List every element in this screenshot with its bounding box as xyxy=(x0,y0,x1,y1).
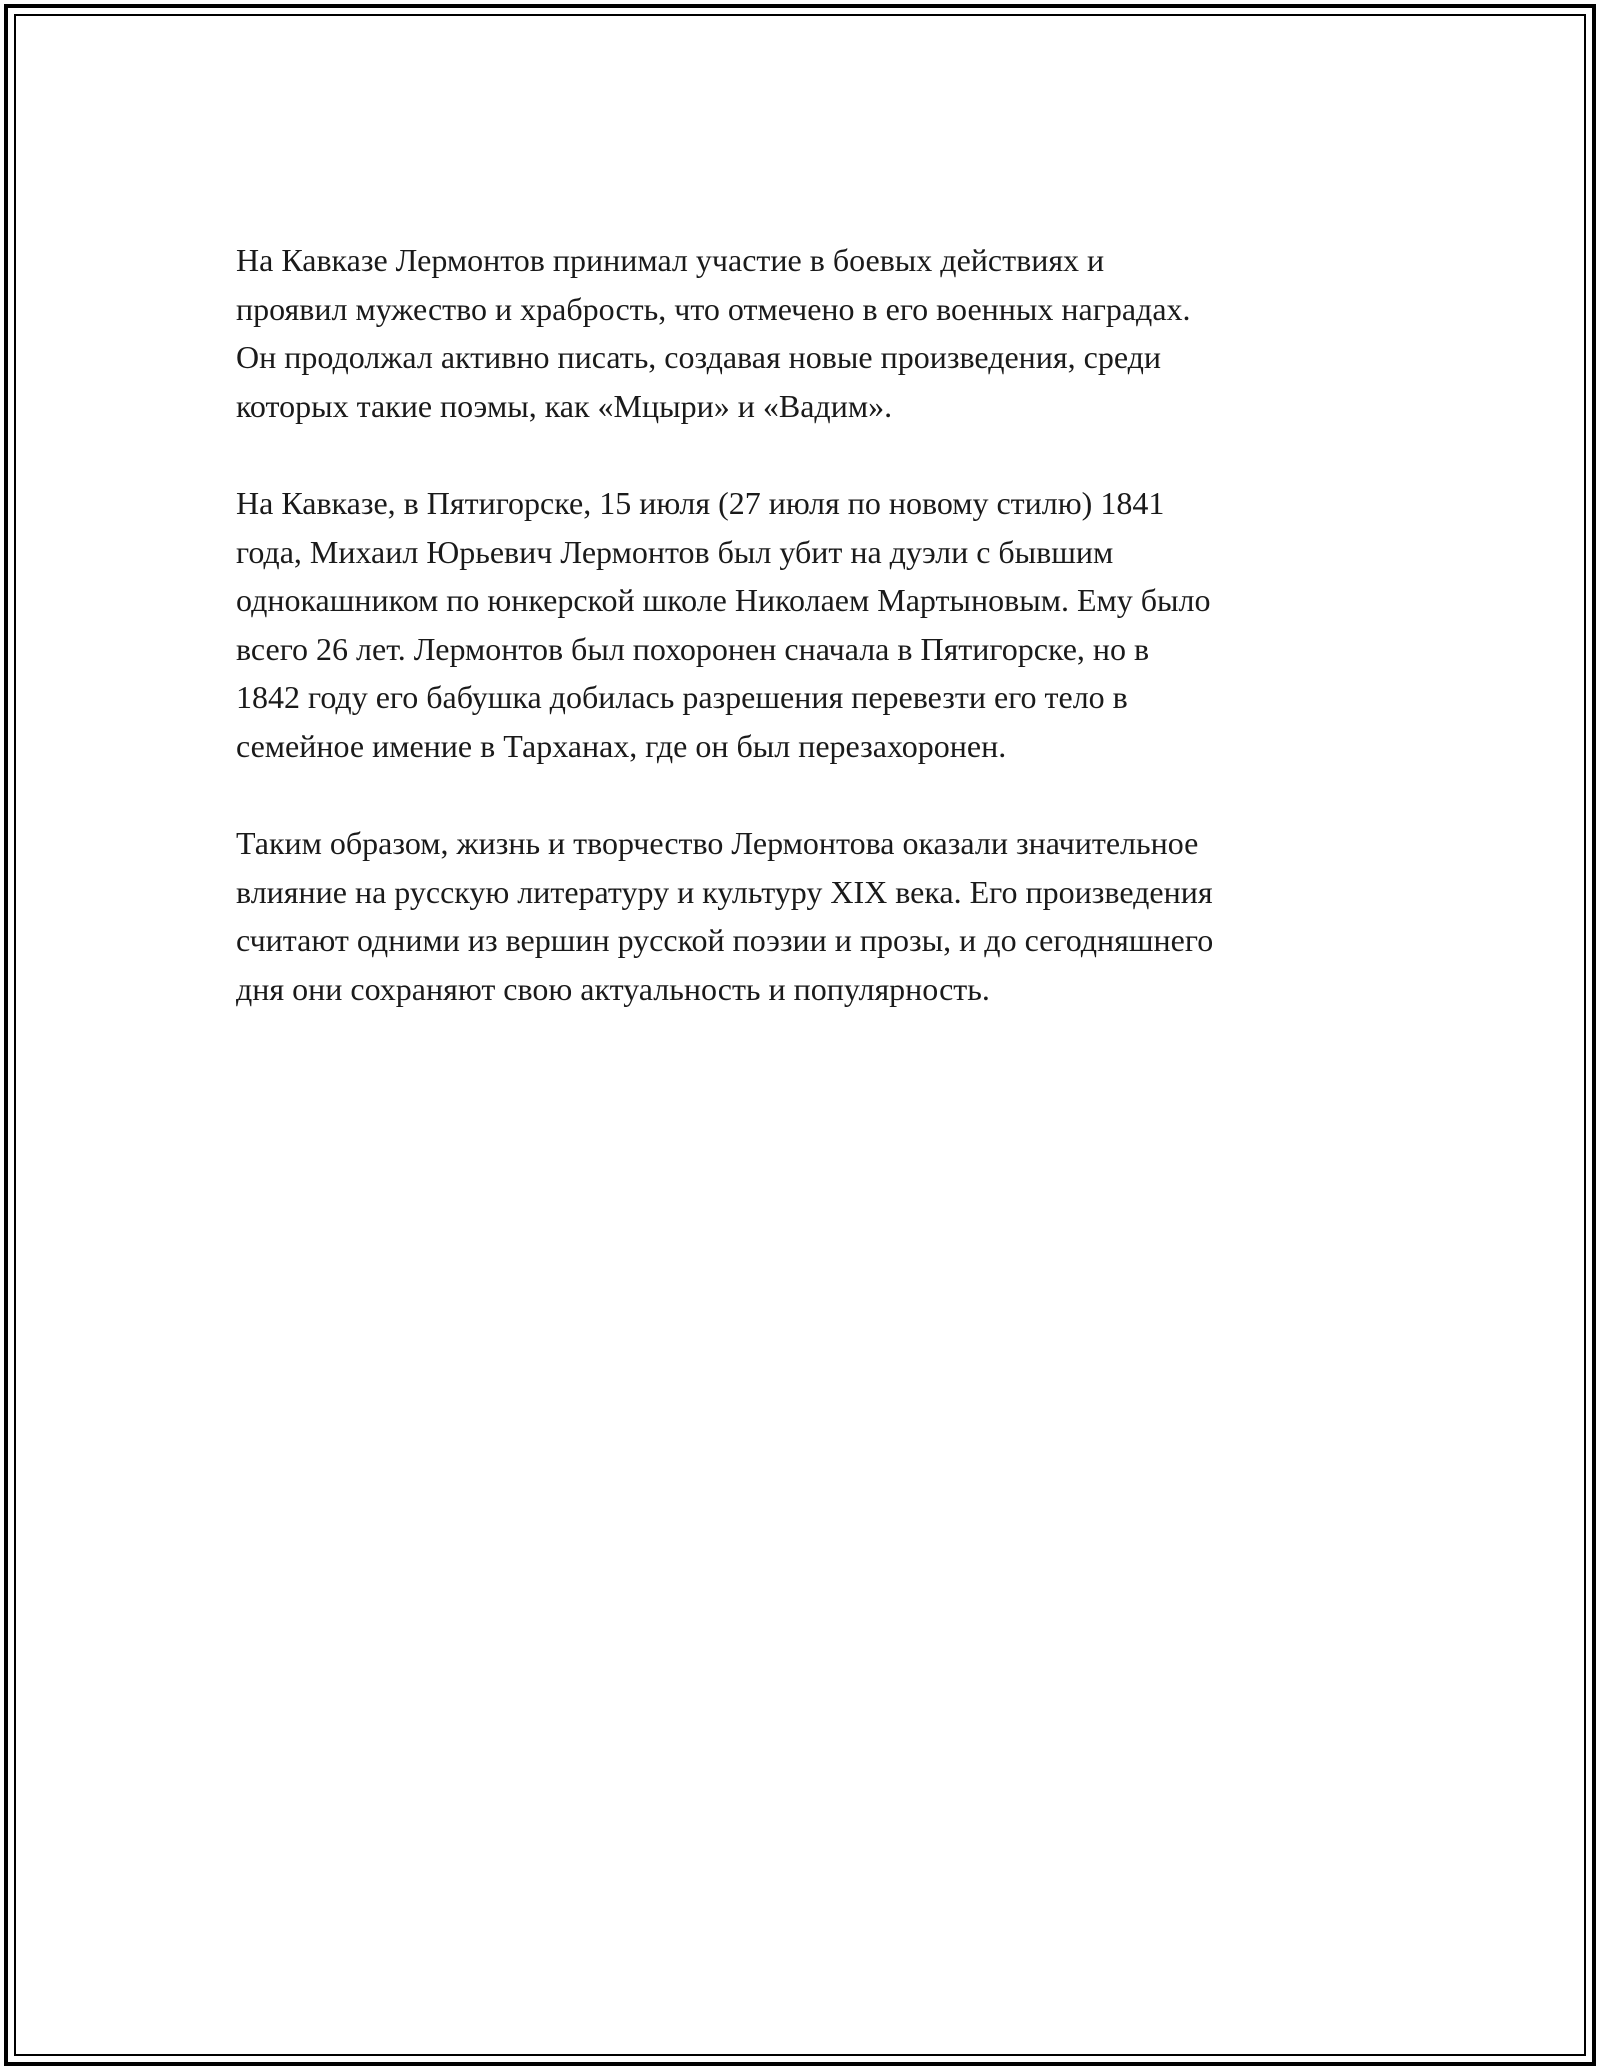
paragraph-legacy: Таким образом, жизнь и творчество Лермонтова оказали значительное влияние на русскую литературу и культуру XIX века. Его произведения считают одними из вершин русской поэзии и прозы, и до сегодняшнего дня они сохраняют свою актуальность и популярность. xyxy=(236,825,1214,1007)
paragraph-caucasus-service: На Кавказе Лермонтов принимал участие в боевых действиях и проявил мужество и храбрость, что отмечено в его военных наградах. Он продолжал активно писать, создавая новые произведения, среди которых такие поэмы, как «Мцыри» и «Вадим». xyxy=(236,242,1191,424)
paragraph-duel-death: На Кавказе, в Пятигорске, 15 июля (27 июля по новому стилю) 1841 года, Михаил Юрьевич Лермонтов был убит на дуэли с бывшим однокашником по юнкерской школе Николаем Мартыновым. Ему было всего 26 лет. Лермонтов был похоронен сначала в Пятигорске, но в 1842 году его бабушка добилась разрешения перевезти его тело в семейное имение в Тарханах, где он был перезахоронен. xyxy=(236,485,1211,764)
document-body xyxy=(236,236,1386,1062)
